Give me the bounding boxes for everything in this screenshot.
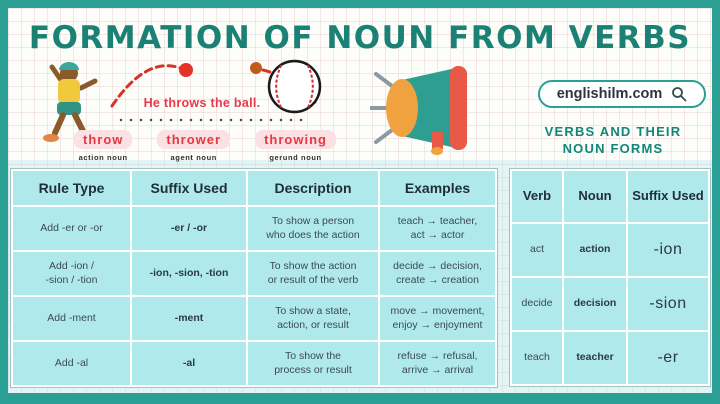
rules-table	[10, 168, 498, 388]
suffix-cell: -ment	[132, 297, 246, 340]
noun-cell: action	[564, 224, 626, 276]
tagline-line2: NOUN FORMS	[562, 140, 664, 156]
graph-paper-background	[8, 8, 712, 393]
description-cell: To show the action or result of the verb	[248, 252, 378, 295]
baseball-icon	[266, 58, 323, 115]
word-form-pill: throwing	[255, 130, 336, 149]
rules-header-rule-type: Rule Type	[13, 171, 130, 205]
suffix-cell: -sion	[628, 278, 708, 330]
suffix-cell: -ion	[628, 224, 708, 276]
red-ball-icon	[179, 63, 193, 77]
word-form-item	[255, 130, 336, 162]
website-badge	[538, 80, 706, 108]
word-form-item	[74, 130, 132, 162]
website-url: englishilm.com	[556, 86, 663, 102]
rule-type-cell: Add -ment	[13, 297, 130, 340]
suffix-cell: -er / -or	[132, 207, 246, 250]
word-forms-row	[74, 130, 336, 162]
verb-cell: act	[512, 224, 562, 276]
word-form-pill: throw	[74, 130, 132, 149]
rule-type-cell: Add -ion / -sion / -tion	[13, 252, 130, 295]
examples-cell: move → movement, enjoy → enjoyment	[380, 297, 495, 340]
rule-type-cell: Add -al	[13, 342, 130, 385]
tagline	[510, 124, 716, 158]
examples-cell: refuse → refusal, arrive → arrival	[380, 342, 495, 385]
noun-cell: decision	[564, 278, 626, 330]
word-form-caption: action noun	[78, 153, 128, 162]
megaphone-illustration	[370, 64, 482, 156]
verb-cell: teach	[512, 332, 562, 384]
tagline-line1: VERBS AND THEIR	[544, 124, 682, 139]
examples-cell: teach → teacher, act → actor	[380, 207, 495, 250]
vn-header-noun: Noun	[564, 171, 626, 222]
suffix-cell: -al	[132, 342, 246, 385]
word-form-pill: thrower	[157, 130, 230, 149]
description-cell: To show a state, action, or result	[248, 297, 378, 340]
dotted-divider	[116, 118, 308, 122]
rule-type-cell: Add -er or -or	[13, 207, 130, 250]
verb-noun-table	[509, 168, 711, 387]
vn-header-suffix: Suffix Used	[628, 171, 708, 222]
suffix-cell: -ion, -sion, -tion	[132, 252, 246, 295]
description-cell: To show a person who does the action	[248, 207, 378, 250]
word-form-caption: gerund noun	[269, 153, 322, 162]
rules-header-suffix: Suffix Used	[132, 171, 246, 205]
vn-header-verb: Verb	[512, 171, 562, 222]
example-sentence: He throws the ball.	[143, 96, 261, 110]
noun-cell: teacher	[564, 332, 626, 384]
search-icon	[671, 86, 687, 102]
page-title: FORMATION OF NOUN FROM VERBS	[28, 20, 692, 56]
word-form-item	[157, 130, 230, 162]
word-form-caption: agent noun	[170, 153, 217, 162]
rules-header-description: Description	[248, 171, 378, 205]
rules-header-examples: Examples	[380, 171, 495, 205]
orange-ball-icon	[250, 62, 262, 74]
examples-cell: decide → decision, create → creation	[380, 252, 495, 295]
description-cell: To show the process or result	[248, 342, 378, 385]
verb-cell: decide	[512, 278, 562, 330]
suffix-cell: -er	[628, 332, 708, 384]
